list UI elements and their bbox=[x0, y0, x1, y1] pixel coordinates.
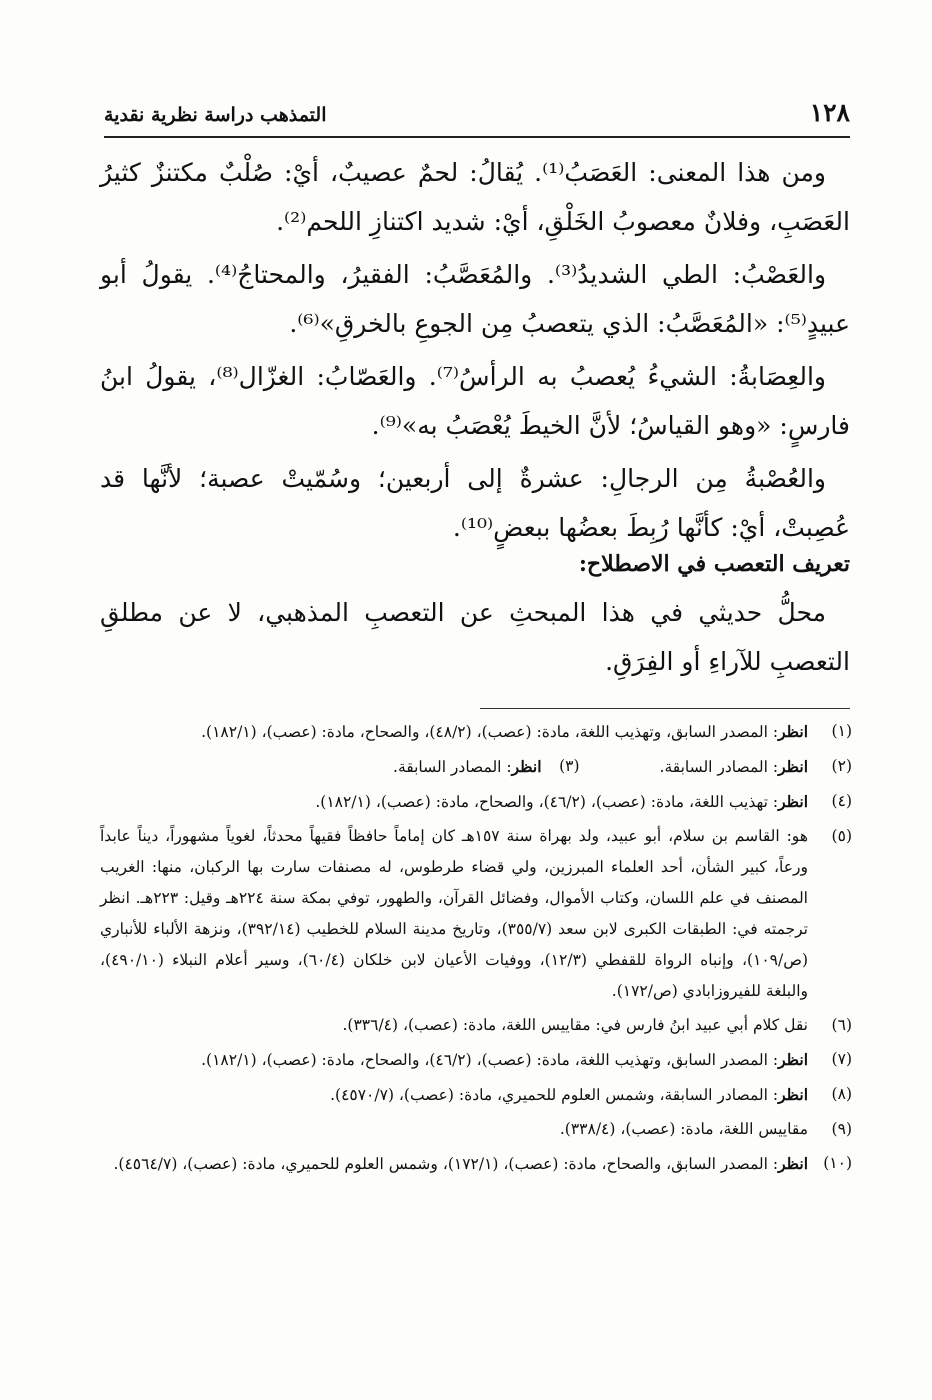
footnote-number: (٣) bbox=[559, 757, 580, 775]
footnote-text: مقاييس اللغة، مادة: (عصب)، (٣٣٨/٤). bbox=[559, 1120, 808, 1138]
running-title: التمذهب دراسة نظرية نقدية bbox=[104, 104, 327, 126]
footnote-number: (٩) bbox=[831, 1120, 852, 1138]
footnote-lead: انظر bbox=[778, 792, 808, 811]
footnote-3 bbox=[393, 751, 579, 783]
footnote-number: (٨) bbox=[831, 1085, 852, 1103]
footnote-1 bbox=[100, 716, 852, 748]
footnote-text: نقل كلام أبي عبيد ابنُ فارس في: مقاييس اللغة، مادة: (عصب)، (٣٣٦/٤). bbox=[342, 1016, 808, 1034]
footnote-lead: انظر bbox=[778, 722, 808, 741]
paragraph: محلُّ حديثي في هذا المبحثِ عن التعصبِ المذهبي، لا عن مطلقِ التعصبِ للآراءِ أو الفِرَقِ. bbox=[100, 598, 850, 676]
footnote-number: (٥) bbox=[831, 827, 852, 845]
footnote-text: هو: القاسم بن سلام، أبو عبيد، ولد بهراة سنة ١٥٧هـ كان إماماً حافظاً فقيهاً محدثاً، لغوياً مشهوراً، ديناً عابداً ورعاً، كبير الشأن، أحد العلماء المبرزين، ولي قضاء طرطوس، له مصنفات سارت بها الركبان، منها: الغريب المصنف في علم اللسان، وكتاب الأموال، وفضائل القرآن، والطهور، توفي بمكة سنة ٢٢٤هـ وقيل: ٢٢٣هـ. انظر ترجمته في: الطبقات الكبرى لابن سعد (٣٥٥/٧)، وتاريخ مدينة السلام للخطيب (٣٩٢/١٤)، ونزهة الألباء للأنباري (ص/١٠٩)، وإنباه الرواة للقفطي (١٢/٣)، ووفيات الأعيان لابن خلكان (٦٠/٤)، وسير أعلام النبلاء (٤٩٠/١٠)، والبلغة للفيروزابادي (ص/١٧٢). bbox=[100, 827, 808, 1000]
footnote-number: (٧) bbox=[831, 1050, 852, 1068]
footnote-text: : المصادر السابقة. bbox=[393, 758, 512, 776]
paragraph: والعُصْبةُ مِن الرجالِ: عشرةٌ إلى أربعين؛ وسُمّيتْ عصبة؛ لأنَّها قد عُصِبتْ، أيْ: كأنَّها رُبِطَ بعضُها ببعضٍ⁽¹⁰⁾. bbox=[100, 464, 850, 542]
footnote-4 bbox=[100, 786, 852, 818]
footnote-8 bbox=[100, 1079, 852, 1111]
footnote-number: (٢) bbox=[831, 757, 852, 775]
running-header bbox=[104, 96, 850, 138]
main-text bbox=[100, 148, 850, 556]
paragraph: والعِصَابةُ: الشيءُ يُعصبُ به الرأسُ⁽⁷⁾. والعَصّابُ: الغزّال⁽⁸⁾، يقولُ ابنُ فارسٍ: «وهو القياسُ؛ لأنَّ الخيطَ يُعْصَبُ به»⁽⁹⁾. bbox=[100, 362, 850, 440]
footnote-text: : المصدر السابق، وتهذيب اللغة، مادة: (عصب)، (٤٦/٢)، والصحاح، مادة: (عصب)، (١٨٢/١). bbox=[201, 1051, 779, 1069]
footnote-9 bbox=[100, 1114, 852, 1145]
footnote-text: : المصادر السابقة. bbox=[659, 758, 779, 776]
footnote-text: : المصادر السابقة، وشمس العلوم للحميري، مادة: (عصب)، (٤٥٧٠/٧). bbox=[330, 1086, 779, 1104]
footnote-text: : تهذيب اللغة، مادة: (عصب)، (٤٦/٢)، والصحاح، مادة: (عصب)، (١٨٢/١). bbox=[315, 793, 779, 811]
footnote-lead: انظر bbox=[778, 757, 808, 776]
footnote-5 bbox=[100, 821, 852, 1007]
footnote-number: (١) bbox=[831, 722, 852, 740]
footnote-10 bbox=[100, 1148, 852, 1180]
footnote-lead: انظر bbox=[778, 1050, 808, 1069]
section-heading: تعريف التعصب في الاصطلاح: bbox=[578, 551, 850, 577]
footnote-text: : المصدر السابق، والصحاح، مادة: (عصب)، (١٧٢/١)، وشمس العلوم للحميري، مادة: (عصب)، (٤٥٦٤/٧). bbox=[113, 1155, 779, 1173]
footnote-lead: انظر bbox=[778, 1085, 808, 1104]
footnote-7 bbox=[100, 1044, 852, 1076]
footnote-separator bbox=[480, 708, 850, 709]
footnote-lead: انظر bbox=[778, 1154, 808, 1173]
footnote-text: : المصدر السابق، وتهذيب اللغة، مادة: (عصب)، (٤٨/٢)، والصحاح، مادة: (عصب)، (١٨٢/١). bbox=[201, 723, 779, 741]
footnote-6 bbox=[100, 1010, 852, 1041]
paragraph: والعَصْبُ: الطي الشديدُ⁽³⁾. والمُعَصَّبُ: الفقيرُ، والمحتاجُ⁽⁴⁾. يقولُ أبو عبيدٍ⁽⁵⁾: «المُعَصَّبُ: الذي يتعصبُ مِن الجوعِ بالخرقِ»⁽⁶⁾. bbox=[100, 260, 850, 338]
main-text-after-heading bbox=[100, 588, 850, 690]
footnote-number: (٦) bbox=[831, 1016, 852, 1034]
footnote-number: (١٠) bbox=[823, 1154, 852, 1172]
footnote-2 bbox=[660, 751, 852, 783]
page-number: ١٢٨ bbox=[809, 98, 850, 127]
footnotes bbox=[100, 716, 852, 1183]
footnote-number: (٤) bbox=[831, 792, 852, 810]
footnote-lead: انظر bbox=[511, 757, 542, 776]
footnotes-2-3 bbox=[100, 751, 852, 783]
paragraph: ومن هذا المعنى: العَصَبُ⁽¹⁾. يُقالُ: لحمٌ عصيبٌ، أيْ: صُلْبٌ مكتنزٌ كثيرُ العَصَبِ، وفلانٌ معصوبُ الخَلْقِ، أيْ: شديد اكتنازِ اللحم⁽²⁾. bbox=[100, 158, 850, 236]
